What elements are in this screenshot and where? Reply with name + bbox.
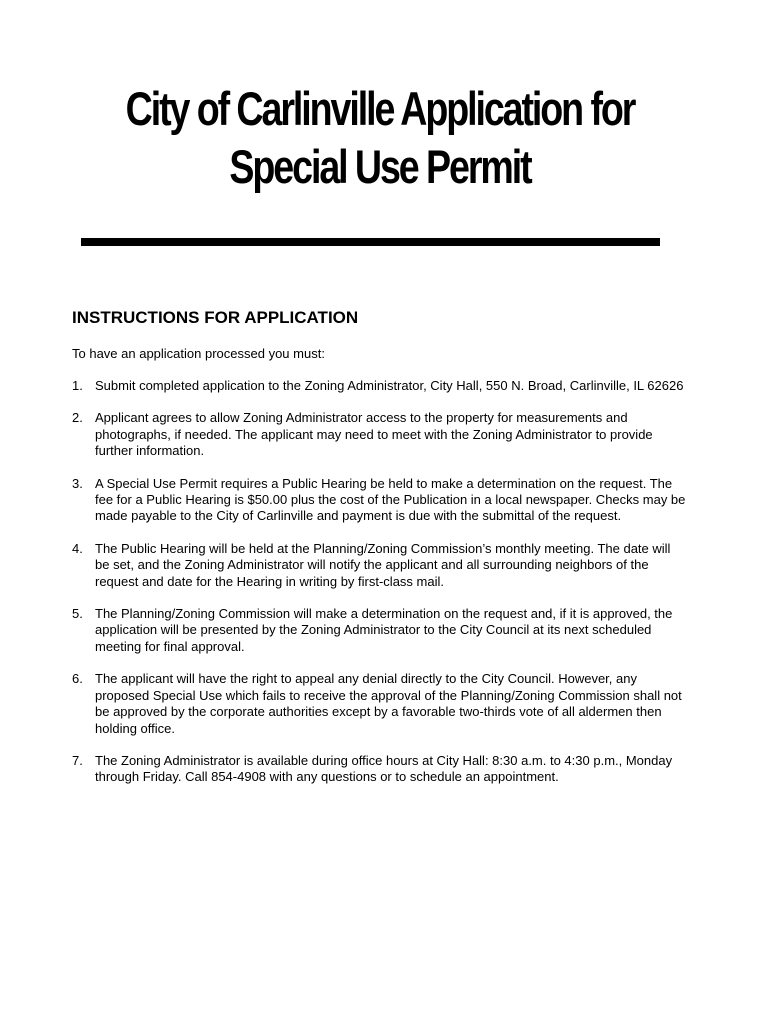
instruction-text: The applicant will have the right to appeal any denial directly to the City Council. However, any proposed Special Use which fails to receive the approval of the Planning/Zoning Commission shall not be approved by the corporate authorities except by a favorable two-thirds vote of all aldermen then holding office. — [95, 671, 682, 736]
instruction-item — [72, 671, 687, 737]
instruction-text: Submit completed application to the Zoning Administrator, City Hall, 550 N. Broad, Carlinville, IL 62626 — [95, 378, 684, 393]
instructions-heading: INSTRUCTIONS FOR APPLICATION — [72, 308, 359, 327]
instruction-item — [72, 606, 687, 655]
instructions-intro: To have an application processed you must: — [72, 346, 325, 361]
document-title-line-2: Special Use Permit — [229, 140, 531, 193]
instruction-number: 5. — [72, 606, 83, 622]
instruction-item — [72, 378, 687, 394]
instruction-text: The Zoning Administrator is available during office hours at City Hall: 8:30 a.m. to 4:30 p.m., Monday through Friday. Call 854-4908 with any questions or to schedule an appointment. — [95, 752, 673, 785]
instruction-text: Applicant agrees to allow Zoning Administrator access to the property for measurements and photographs, if needed. The applicant may need to meet with the Zoning Administrator to provide further information. — [95, 410, 653, 459]
title-divider-rule — [81, 238, 660, 246]
instructions-list — [72, 378, 687, 802]
instruction-number: 2. — [72, 410, 83, 426]
instruction-number: 7. — [72, 752, 83, 768]
document-title-line-1: City of Carlinville Application for — [125, 82, 635, 135]
instruction-text: A Special Use Permit requires a Public Hearing be held to make a determination on the request. The fee for a Public Hearing is $50.00 plus the cost of the Publication in a local newspaper. Checks may be made payable to the City of Carlinville and payment is due with the submittal of the request. — [95, 475, 686, 524]
instruction-item — [72, 410, 687, 459]
instruction-number: 1. — [72, 378, 83, 393]
instruction-text: The Planning/Zoning Commission will make a determination on the request and, if it is approved, the application will be presented by the Zoning Administrator to the City Council at its next scheduled meeting for final approval. — [95, 606, 673, 654]
instruction-item — [72, 541, 687, 590]
instruction-number: 3. — [72, 475, 83, 491]
instruction-text: The Public Hearing will be held at the Planning/Zoning Commission’s monthly meeting. The date will be set, and the Zoning Administrator will notify the applicant and all surrounding neighbors of the request and date for the Hearing in writing by first-class mail. — [95, 540, 671, 589]
instruction-item — [72, 476, 687, 525]
instruction-number: 4. — [72, 540, 83, 556]
instruction-number: 6. — [72, 671, 83, 687]
instruction-item — [72, 753, 687, 786]
